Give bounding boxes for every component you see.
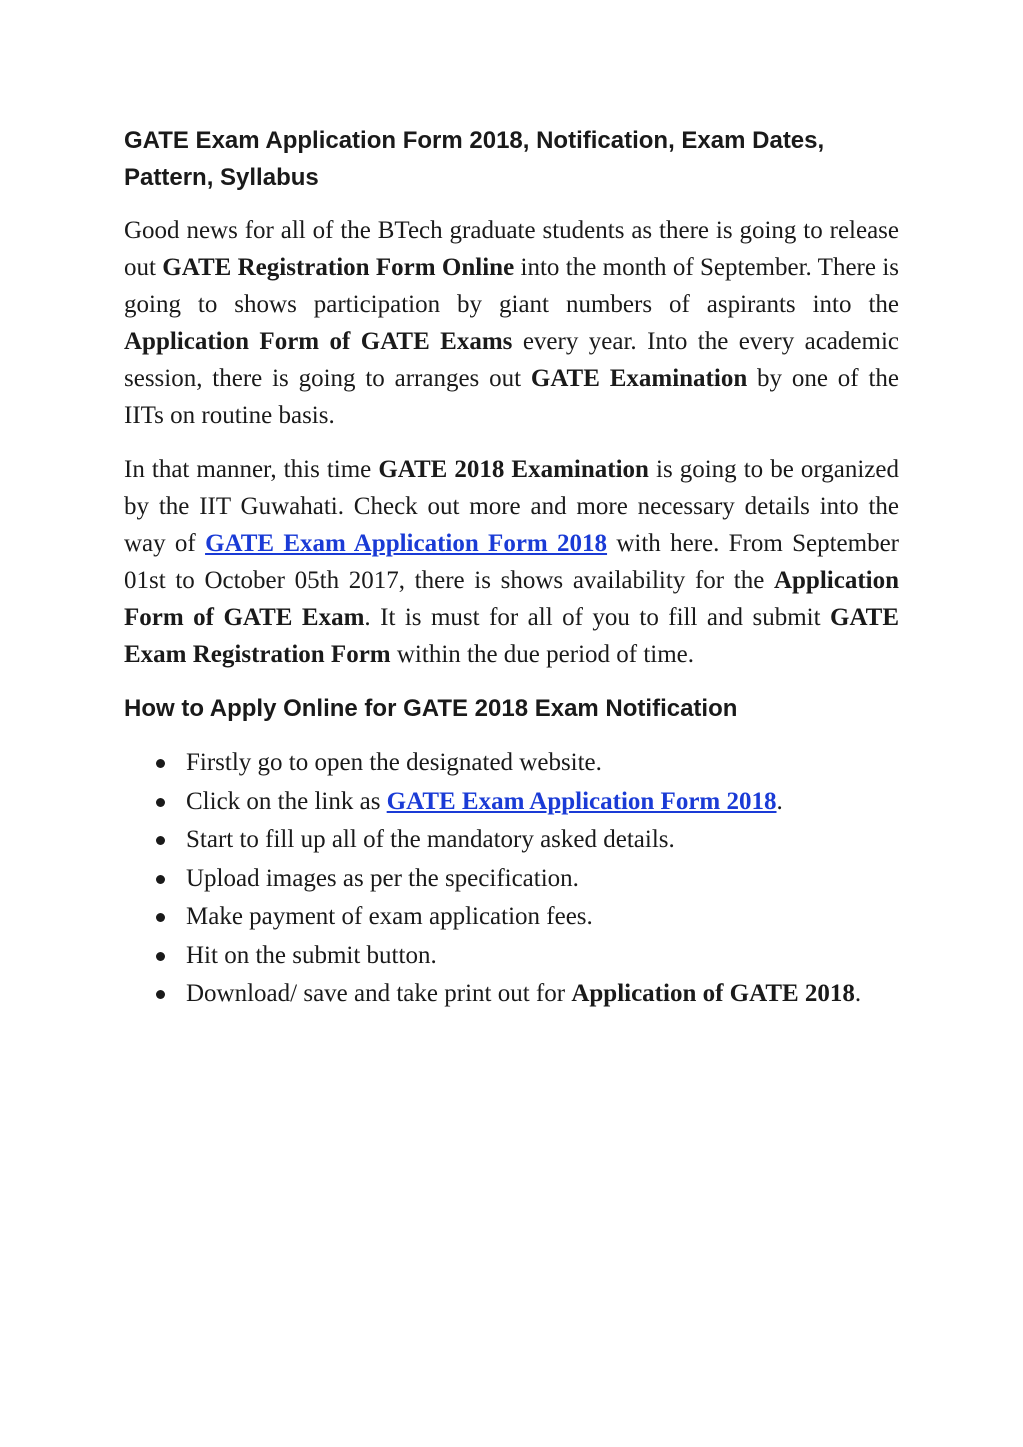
text-run: every year. Into the every academic session, there is going to arranges out (124, 328, 900, 392)
steps-list (124, 744, 899, 1014)
step-text: Make payment of exam application fees. (186, 903, 593, 930)
section-heading: How to Apply Online for GATE 2018 Exam Notification (124, 695, 738, 722)
list-item (124, 975, 899, 1014)
list-item (124, 898, 899, 937)
step-text: Upload images as per the specification. (186, 864, 579, 892)
step-text: Firstly go to open the designated website. (186, 749, 602, 776)
application-form-link[interactable]: GATE Exam Application Form 2018 (205, 530, 608, 557)
text-run: into the month of September. There is going to shows participation by giant numbers of aspirants into the (124, 254, 899, 318)
bold-phrase: GATE Examination (530, 365, 748, 392)
bullet-icon (156, 836, 165, 845)
list-item (124, 783, 899, 822)
bullet-icon (156, 875, 165, 884)
list-item (124, 821, 899, 860)
bold-phrase: Application Form of GATE Exams (124, 328, 513, 355)
bullet-icon (156, 952, 165, 961)
bold-phrase: Application of GATE 2018 (571, 980, 855, 1007)
bullet-icon (156, 798, 165, 807)
text-run: . It is must for all of you to fill and submit (364, 604, 830, 631)
list-item (124, 744, 899, 783)
intro-paragraph (124, 212, 899, 434)
bullet-icon (156, 990, 165, 999)
bullet-icon (156, 913, 165, 922)
text-run: within the due period of time. (390, 641, 695, 668)
step-text: Hit on the submit button. (186, 941, 437, 969)
list-item (124, 937, 899, 976)
step-text: Download/ save and take print out for (186, 980, 572, 1007)
document-page (124, 122, 899, 1014)
step-text: Start to fill up all of the mandatory asked details. (186, 826, 675, 853)
text-run: is going to be organized by the IIT Guwahati. Check out more and more necessary details into the way of (124, 456, 899, 557)
text-run: with here. From September 01st to October 05th 2017, there is shows availability for the (124, 530, 899, 594)
application-form-link[interactable]: GATE Exam Application Form 2018 (386, 787, 777, 815)
list-item (124, 860, 899, 899)
step-text: . (854, 980, 862, 1007)
text-run: by one of the IITs on routine basis. (124, 365, 899, 429)
bold-phrase: GATE 2018 Examination (378, 456, 649, 483)
document-title: GATE Exam Application Form 2018, Notification, Exam Dates, Pattern, Syllabus (124, 127, 825, 191)
text-run: Good news for all of the BTech graduate students as there is going to release out (124, 217, 899, 281)
step-text: Click on the link as (186, 787, 387, 815)
bold-phrase: GATE Registration Form Online (162, 254, 515, 281)
details-paragraph (124, 451, 899, 673)
bold-phrase: Application Form of GATE Exam (124, 567, 899, 631)
bold-phrase: GATE Exam Registration Form (124, 604, 899, 668)
bullet-icon (156, 759, 165, 768)
step-text: . (776, 787, 783, 815)
text-run: In that manner, this time (124, 456, 379, 483)
